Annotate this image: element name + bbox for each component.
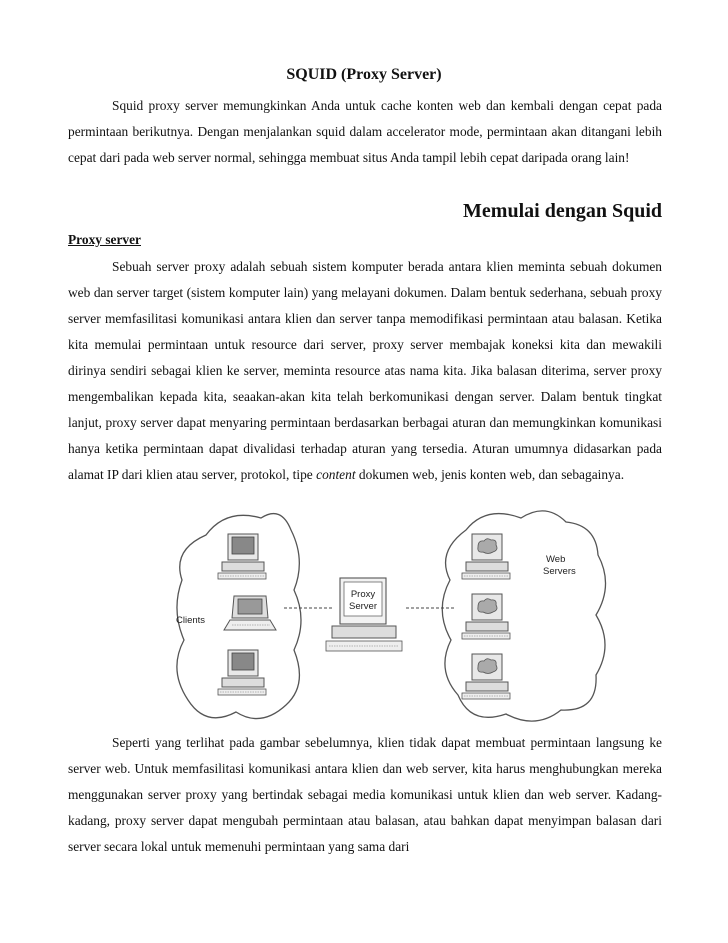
- closing-paragraph: [68, 730, 662, 860]
- proxy-label-line2: Server: [349, 601, 377, 612]
- web-label-line1: Web: [546, 554, 566, 565]
- clients-label: Clients: [176, 615, 206, 626]
- intro-text: Squid proxy server memungkinkan Anda untuk cache konten web dan kembali dengan cepat pada permintaan berikutnya. Dengan menjalankan squid dalam accelerator mode, permintaan akan ditangani lebih cepat dari pada web server normal, sehingga membuat situs Anda tampil lebih cepat daripada orang lain!: [68, 98, 662, 165]
- page-title: SQUID (Proxy Server): [286, 66, 442, 83]
- intro-paragraph: [68, 93, 662, 171]
- proxy-diagram: [166, 500, 676, 732]
- proxy-label-line1: Proxy: [350, 589, 376, 600]
- proxy-paragraph: [68, 254, 662, 488]
- subheading: Proxy server: [68, 232, 141, 247]
- web-label-line2: Servers: [543, 566, 576, 577]
- closing-text: Seperti yang terlihat pada gambar sebelumnya, klien tidak dapat membuat permintaan langsung ke server web. Untuk memfasilitasi komunikasi antara klien dan web server, kita harus menghubungkan mereka menggunakan server proxy yang bertindak sebagai media komunikasi untuk klien dan web server. Kadang-kadang, proxy server dapat mengubah permintaan atau balasan, atau bahkan dapat menyimpan balasan dari server secara lokal untuk memenuhi permintaan yang sama dari: [68, 735, 662, 854]
- section-heading: Memulai dengan Squid: [463, 200, 662, 222]
- content-italic: content: [316, 467, 356, 482]
- proxy-text-end: dokumen web, jenis konten web, dan sebagainya.: [358, 467, 625, 482]
- proxy-text: Sebuah server proxy adalah sebuah sistem komputer berada antara klien meminta sebuah dokumen web dan server target (sistem komputer lain) yang melayani dokumen. Dalam bentuk sederhana, sebuah proxy server memfasilitasi komunikasi antara klien dan server tanpa memodifikasi permintaan atau balasan. Ketika kita memulai permintaan untuk resource dari server, proxy server membajak koneksi kita dan mewakili dirinya sendiri sebagai klien ke server, meminta resource atas nama kita. Jika balasan diterima, server proxy mengembalikan kepada kita, seaakan-akan kita telah berkomunikasi dengan server. Dalam bentuk tingkat lanjut, proxy server dapat menyaring permintaan berdasarkan berbagai aturan dan memungkinkan komunikasi hanya ketika permintaan dapat divalidasi terhadap aturan yang tersedia. Aturan umumnya didasarkan pada alamat IP dari klien atau server, protokol, tipe: [68, 259, 662, 482]
